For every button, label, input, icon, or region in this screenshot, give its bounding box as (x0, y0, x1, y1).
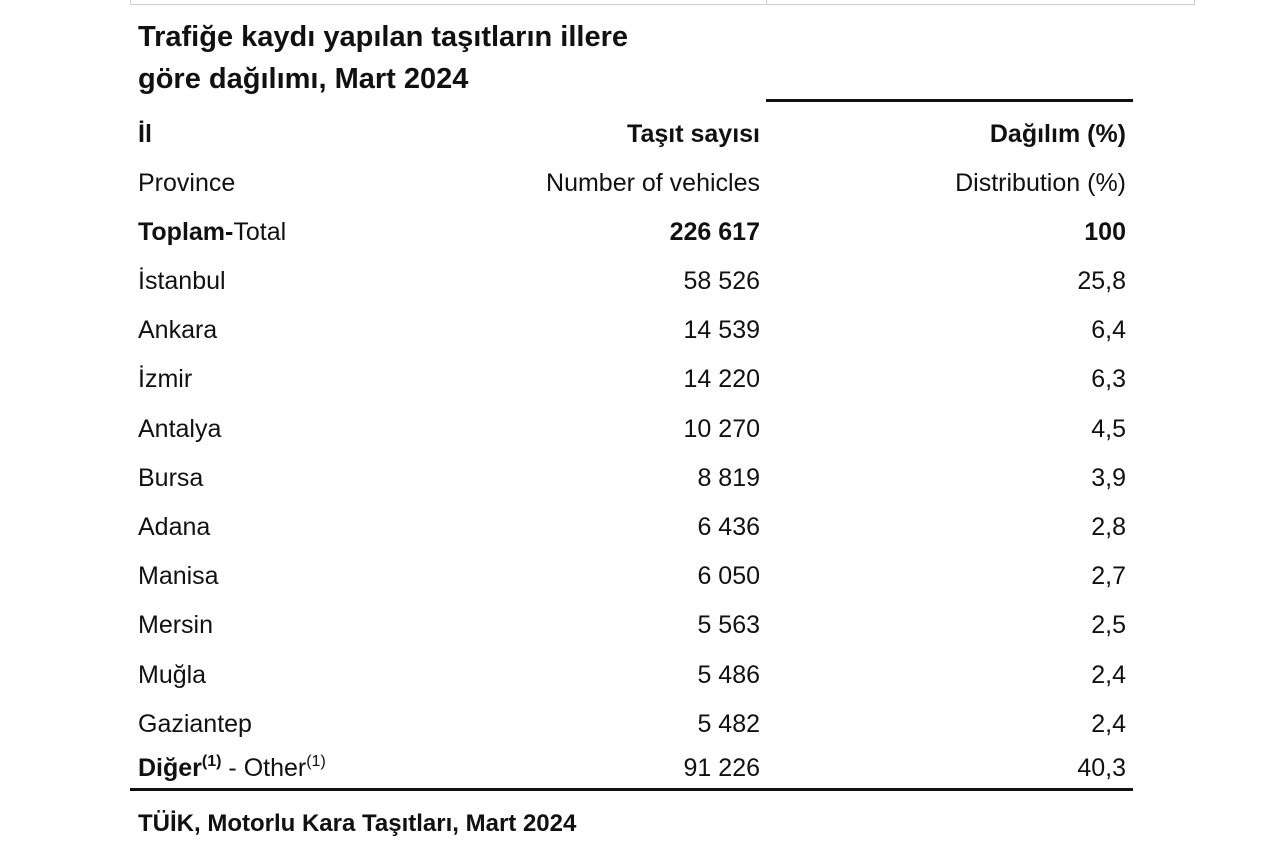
total-count: 226 617 (669, 218, 760, 246)
vehicle-count: 58 526 (683, 267, 760, 295)
footnote-marker: (1) (201, 753, 222, 770)
column-header-province-en: Province (138, 169, 236, 197)
table-title (138, 16, 628, 100)
header-rule (766, 99, 1133, 102)
column-header-share-en: Distribution (%) (955, 169, 1126, 197)
province-name: İstanbul (138, 267, 226, 295)
header-row-english (138, 163, 1126, 203)
table-row (138, 507, 1126, 547)
other-label-en: Other (243, 754, 307, 782)
table-row (138, 310, 1126, 350)
column-header-count-en: Number of vehicles (546, 169, 760, 197)
table-row (138, 655, 1126, 695)
other-separator: - (221, 754, 244, 782)
other-count: 91 226 (683, 754, 760, 782)
vehicle-count: 14 539 (683, 316, 760, 344)
other-label-tr: Diğer (138, 754, 202, 782)
total-label-en: Total (233, 218, 287, 246)
distribution-share: 3,9 (1091, 464, 1126, 492)
province-name: İzmir (138, 365, 193, 393)
total-label (138, 212, 286, 252)
table-row (138, 704, 1126, 744)
province-name: Muğla (138, 661, 207, 689)
table-row (138, 458, 1126, 498)
province-name: Ankara (138, 316, 218, 344)
column-header-share-tr: Dağılım (%) (989, 120, 1126, 148)
table-row (138, 409, 1126, 449)
table-row (138, 605, 1126, 645)
column-header-count-tr: Taşıt sayısı (627, 120, 760, 148)
vehicle-count: 5 563 (697, 611, 760, 639)
top-border-tick (130, 0, 131, 5)
vehicle-count: 14 220 (683, 365, 760, 393)
other-label (138, 748, 326, 788)
vehicle-count: 5 482 (697, 710, 760, 738)
other-share: 40,3 (1077, 754, 1126, 782)
province-name: Antalya (138, 415, 222, 443)
distribution-share: 2,7 (1091, 562, 1126, 590)
vehicle-count: 5 486 (697, 661, 760, 689)
table-row (138, 359, 1126, 399)
province-name: Bursa (138, 464, 204, 492)
distribution-share: 2,5 (1091, 611, 1126, 639)
header-row-turkish (138, 114, 1126, 154)
vehicle-count: 6 436 (697, 513, 760, 541)
title-line-2: göre dağılımı, Mart 2024 (138, 63, 469, 95)
table-row (138, 556, 1126, 596)
distribution-share: 2,4 (1091, 710, 1126, 738)
table-bottom-rule (130, 788, 1133, 791)
source-note: TÜİK, Motorlu Kara Taşıtları, Mart 2024 (138, 810, 577, 837)
province-name: Manisa (138, 562, 219, 590)
title-line-1: Trafiğe kaydı yapılan taşıtların illere (138, 21, 628, 53)
distribution-share: 6,3 (1091, 365, 1126, 393)
province-name: Adana (138, 513, 211, 541)
vehicle-count: 6 050 (697, 562, 760, 590)
table-row (138, 261, 1126, 301)
vehicle-count: 10 270 (683, 415, 760, 443)
total-share: 100 (1084, 218, 1126, 246)
column-header-province-tr: İl (138, 120, 152, 148)
distribution-share: 25,8 (1077, 267, 1126, 295)
distribution-share: 4,5 (1091, 415, 1126, 443)
top-border-tick (1194, 0, 1195, 5)
footnote-marker: (1) (306, 753, 326, 770)
distribution-share: 2,8 (1091, 513, 1126, 541)
province-name: Gaziantep (138, 710, 252, 738)
vehicle-count: 8 819 (697, 464, 760, 492)
distribution-share: 6,4 (1091, 316, 1126, 344)
distribution-share: 2,4 (1091, 661, 1126, 689)
other-row (138, 748, 1126, 788)
province-name: Mersin (138, 611, 214, 639)
total-row (138, 212, 1126, 252)
total-label-tr: Toplam- (138, 218, 234, 246)
top-border-tick (766, 0, 767, 5)
top-border-line (130, 4, 1194, 5)
